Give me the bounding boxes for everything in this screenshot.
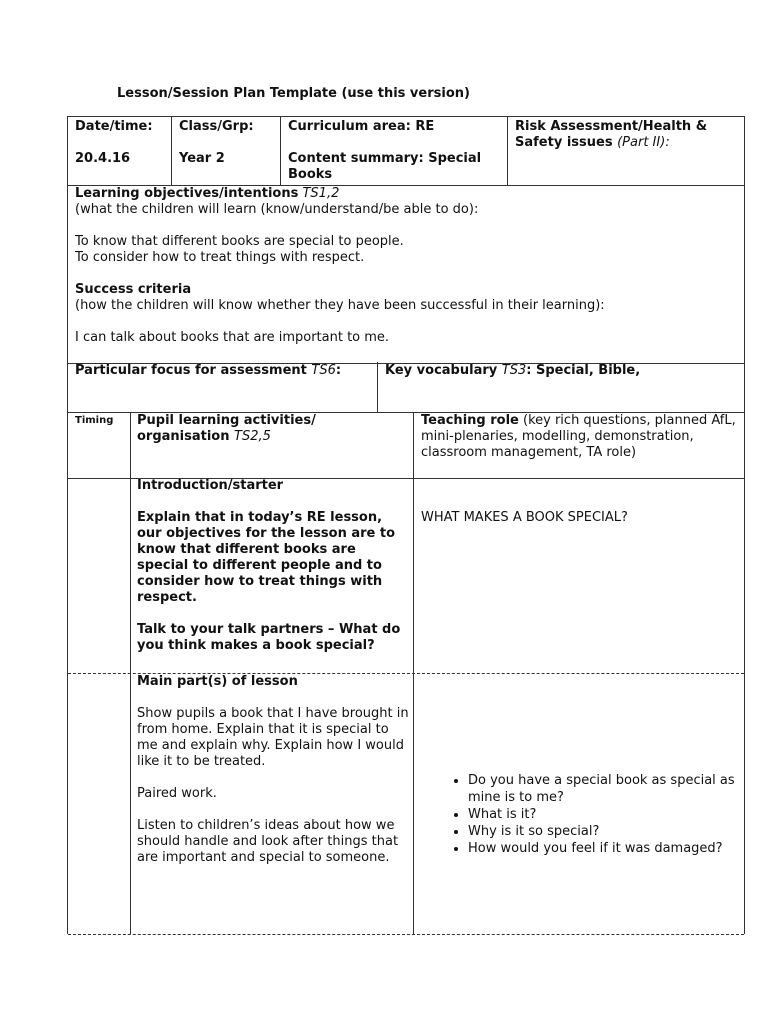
main-text: Listen to children’s ideas about how we should handle and look after things that are important and special to someone.: [137, 818, 399, 865]
objectives-heading: Learning objectives/intentions: [75, 186, 299, 201]
list-item: • What is it?: [468, 806, 738, 823]
objectives-ref: TS1,2: [302, 186, 340, 201]
objectives-section: [75, 186, 735, 346]
objective-item: To know that different books are special to people.: [75, 234, 404, 249]
date-label: Date/time:: [75, 119, 153, 134]
curriculum-area: Curriculum area: RE: [288, 119, 435, 134]
success-item: I can talk about books that are important to me.: [75, 330, 390, 345]
list-item: • How would you feel if it was damaged?: [468, 840, 738, 857]
teaching-role-heading: Teaching role (key rich questions, planned AfL, mini-plenaries, modelling, demonstration, classroom management, TA role): [421, 413, 736, 460]
intro-section: [137, 478, 409, 654]
intro-heading: Introduction/starter: [137, 478, 284, 493]
objective-item: To consider how to treat things with respect.: [75, 250, 365, 265]
main-text: Show pupils a book that I have brought in from home. Explain that it is special to me and explain why. Explain how I would like it to be treated.: [137, 706, 409, 769]
pupil-ref: TS2,5: [234, 429, 271, 444]
paired-work: Paired work.: [137, 786, 217, 801]
list-item: • Why is it so special?: [468, 823, 738, 840]
intro-teaching: WHAT MAKES A BOOK SPECIAL?: [421, 510, 628, 525]
timing-label: Timing: [75, 415, 114, 426]
vocab-ref: TS3: [501, 363, 527, 378]
vocab-value: : Special, Bible,: [526, 363, 641, 378]
lesson-info-table: [67, 116, 745, 364]
intro-text: Explain that in today’s RE lesson, our objectives for the lesson are to know that different books are special to different people and to consider how to treat things with respect.: [137, 510, 396, 605]
list-item: • Do you have a special book as special as mine is to me?: [468, 772, 738, 806]
key-vocabulary: Key vocabulary TS3: Special, Bible,: [385, 363, 641, 378]
class-label: Class/Grp:: [179, 119, 254, 134]
success-subtext: (how the children will know whether they have been successful in their learning):: [75, 298, 605, 313]
risk-assessment: Risk Assessment/Health & Safety issues (Part II):: [515, 119, 708, 150]
document-title: Lesson/Session Plan Template (use this version): [117, 86, 470, 101]
pupil-activities-heading: Pupil learning activities/ organisation TS2,5: [137, 413, 316, 444]
assessment-focus: Particular focus for assessment TS6:: [75, 363, 342, 378]
content-summary: Content summary: Special Books: [288, 151, 482, 182]
main-section: [137, 674, 409, 866]
teaching-desc: (key rich questions, planned AfL, mini-plenaries, modelling, demonstration, classroom management, TA role): [421, 413, 736, 460]
activities-table: [67, 412, 745, 934]
risk-ref: (Part II): [617, 135, 666, 150]
risk-label: Risk Assessment/Health & Safety issues: [515, 119, 708, 150]
assessment-table: [67, 362, 745, 413]
main-heading: Main part(s) of lesson: [137, 674, 298, 689]
assessment-ref: TS6: [311, 363, 336, 378]
success-heading: Success criteria: [75, 282, 192, 297]
date-value: 20.4.16: [75, 151, 131, 166]
intro-talk: Talk to your talk partners – What do you think makes a book special?: [137, 622, 401, 653]
main-questions: [442, 772, 738, 857]
objectives-subtext: (what the children will learn (know/understand/be able to do):: [75, 202, 479, 217]
class-value: Year 2: [179, 151, 225, 166]
